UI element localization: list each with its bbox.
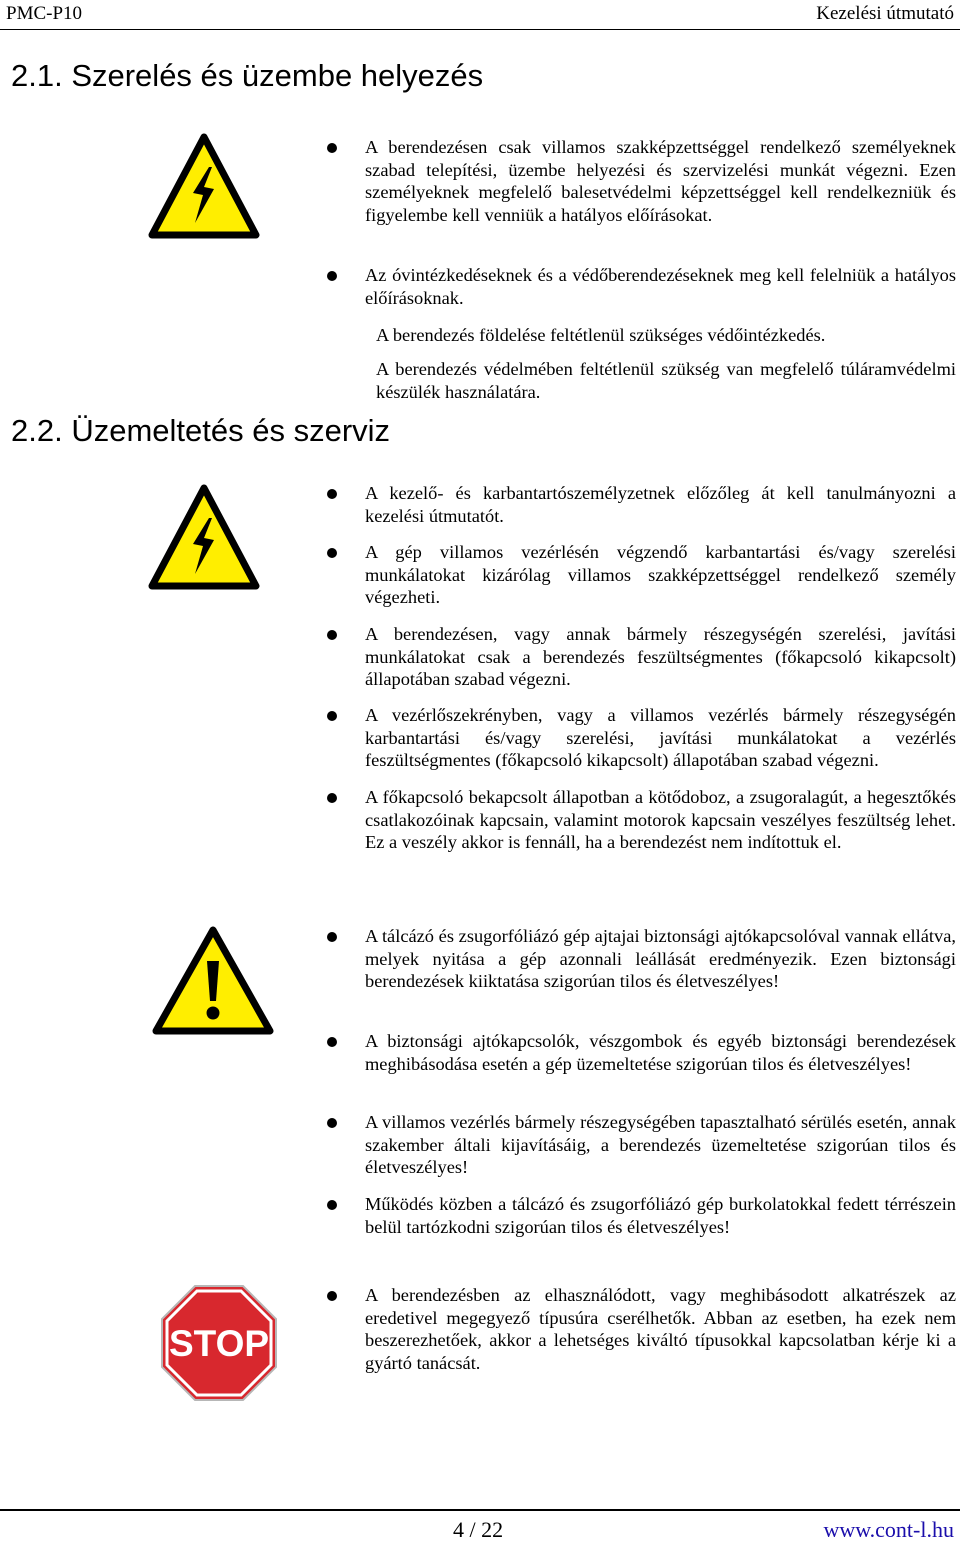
- bullet-paragraph: A tálcázó és zsugorfóliázó gép ajtajai biztonsági ajtókapcsolóval vannak ellátva, melyek nyitása a gép azonnali leállását eredményezik. Ezen biztonsági berendezések kiiktatása szigorúan tilos és életveszélyes!: [365, 926, 956, 992]
- bullet-paragraph: A berendezésben az elhasználódott, vagy meghibásodott alkatrészek az eredetivel megegyező típusúra cserélhetők. Abban az esetben, ha ezek nem beszerezhetőek, akkor a lehetséges kiváltó típusokkal kapcsolatban kérje ki a gyártó tanácsát.: [365, 1285, 956, 1373]
- bullet-paragraph: Működés közben a tálcázó és zsugorfóliázó gép burkolatokkal fedett térrészein belül tartózkodni szigorúan tilos és életveszélyes!: [365, 1194, 956, 1237]
- stop-sign-text: STOP: [168, 1323, 270, 1364]
- header-rule: [0, 29, 960, 30]
- bullet-paragraph: A berendezésen, vagy annak bármely részegységén szerelési, javítási munkálatokat csak a berendezés feszültségmentes (főkapcsoló kikapcsolt) állapotában szabad végezni.: [365, 624, 956, 690]
- page-number: 4 / 22: [453, 1517, 504, 1542]
- section-title-2-1: 2.1. Szerelés és üzembe helyezés: [11, 58, 484, 93]
- sub-paragraph: A berendezés földelése feltétlenül szükséges védőintézkedés.: [376, 325, 826, 345]
- high-voltage-warning-icon: [148, 484, 260, 592]
- header-doc-title: Kezelési útmutató: [816, 3, 954, 24]
- header-model: PMC-P10: [6, 3, 83, 24]
- bullet-paragraph: A vezérlőszekrényben, vagy a villamos vezérlés bármely részegységén karbantartási és/vagy szerelési, javítási munkálatokat a vezérlés feszültségmentes (főkapcsoló kikapcsolt) állapotában szabad végezni.: [365, 705, 956, 771]
- footer-rule: [0, 1509, 960, 1511]
- bullet-paragraph: A biztonsági ajtókapcsolók, vészgombok és egyéb biztonsági berendezések meghibásodása esetén a gép üzemeltetése szigorúan tilos és életveszélyes!: [365, 1031, 956, 1074]
- bullet-paragraph: A berendezésen csak villamos szakképzettséggel rendelkező személyeknek szabad telepítési, üzembe helyezési és szervizelési munkát végezni. Ezen személyeknek megfelelő balesetvédelmi képzettséggel kell rendelkezniük és figyelembe kell venniük a hatályos előírásokat.: [365, 137, 956, 225]
- sub-paragraph: A berendezés védelmében feltétlenül szükség van megfelelő túláramvédelmi készülék használatára.: [376, 359, 956, 402]
- stop-sign-icon: [160, 1284, 278, 1402]
- section-title-2-2: 2.2. Üzemeltetés és szerviz: [11, 413, 391, 448]
- bullet-paragraph: Az óvintézkedéseknek és a védőberendezéseknek meg kell felelniük a hatályos előírásoknak.: [365, 265, 956, 308]
- bullet-paragraph: A kezelő- és karbantartószemélyzetnek előzőleg át kell tanulmányozni a kezelési útmutatót.: [365, 483, 956, 526]
- bullet-paragraph: A főkapcsoló bekapcsolt állapotban a kötődoboz, a zsugoralagút, a hegesztőkés csatlakozóinak kapcsain, valamint motorok kapcsain veszélyes feszültség lehet. Ez a veszély akkor is fennáll, ha a berendezést nem indítottuk el.: [365, 787, 956, 853]
- high-voltage-warning-icon: [148, 133, 260, 241]
- bullet-paragraph: A villamos vezérlés bármely részegységében tapasztalható sérülés esetén, annak szakember általi kijavításáig, a berendezés üzemeltetése szigorúan tilos és életveszélyes!: [365, 1112, 956, 1178]
- general-warning-icon: [151, 925, 275, 1037]
- footer-website-link[interactable]: www.cont-l.hu: [823, 1517, 954, 1542]
- bullet-paragraph: A gép villamos vezérlésén végzendő karbantartási és/vagy szerelési munkálatokat kizárólag villamos szakképzettséggel rendelkező személy végezheti.: [365, 542, 956, 608]
- page-header: [0, 0, 960, 30]
